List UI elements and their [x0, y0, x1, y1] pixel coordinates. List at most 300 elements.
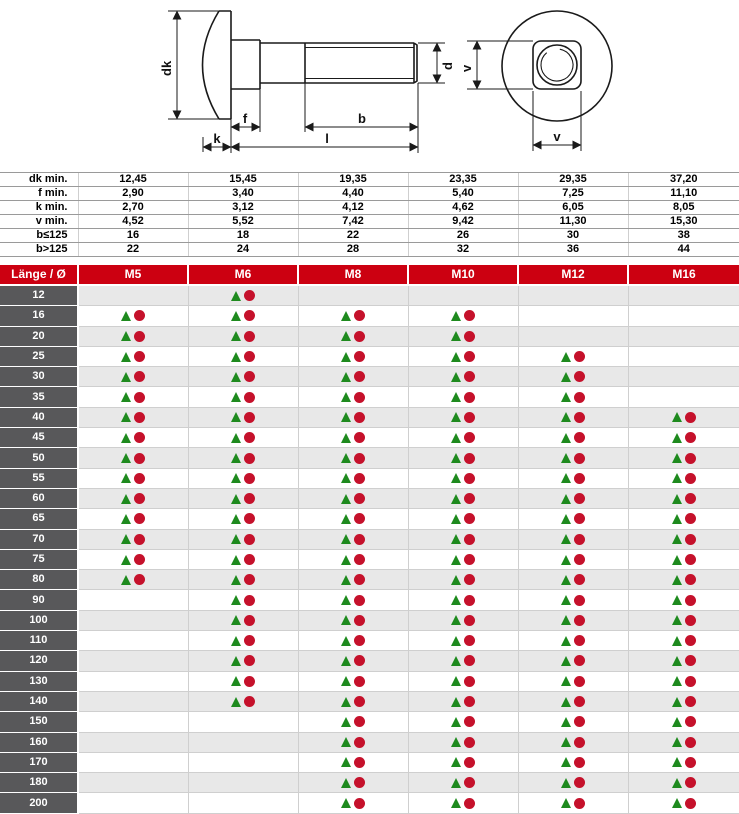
triangle-marker-icon — [231, 595, 241, 605]
availability-markers — [189, 611, 298, 630]
length-label-cell: 120 — [0, 651, 78, 671]
circle-marker-icon — [354, 716, 365, 727]
dim-label-k: k — [213, 131, 221, 146]
availability-cell — [188, 346, 298, 366]
availability-markers — [409, 448, 518, 467]
availability-cell — [408, 732, 518, 752]
length-row — [0, 367, 739, 387]
circle-marker-icon — [244, 392, 255, 403]
availability-cell — [408, 285, 518, 306]
availability-markers — [299, 306, 408, 325]
triangle-marker-icon — [341, 757, 351, 767]
availability-markers — [519, 753, 628, 772]
triangle-marker-icon — [341, 615, 351, 625]
dim-label-b: b — [358, 111, 366, 126]
length-row — [0, 488, 739, 508]
availability-cell — [78, 509, 188, 529]
availability-markers — [189, 550, 298, 569]
availability-cell — [628, 651, 739, 671]
availability-markers — [189, 590, 298, 609]
availability-markers — [409, 733, 518, 752]
technical-drawing-area — [0, 0, 739, 172]
availability-markers — [299, 387, 408, 406]
triangle-marker-icon — [231, 656, 241, 666]
length-label-cell: 30 — [0, 367, 78, 387]
spec-value-cell: 4,12 — [298, 201, 408, 215]
availability-markers — [299, 793, 408, 812]
circle-marker-icon — [244, 412, 255, 423]
circle-marker-icon — [685, 534, 696, 545]
triangle-marker-icon — [341, 534, 351, 544]
circle-marker-icon — [244, 493, 255, 504]
circle-marker-icon — [685, 798, 696, 809]
circle-marker-icon — [354, 554, 365, 565]
spec-value-cell: 7,25 — [518, 187, 628, 201]
availability-markers — [409, 550, 518, 569]
length-row — [0, 610, 739, 630]
circle-marker-icon — [134, 534, 145, 545]
triangle-marker-icon — [672, 473, 682, 483]
circle-marker-icon — [134, 432, 145, 443]
length-row — [0, 549, 739, 569]
availability-cell — [628, 326, 739, 346]
availability-cell — [188, 285, 298, 306]
availability-cell — [188, 631, 298, 651]
availability-markers — [629, 408, 739, 427]
availability-cell — [518, 610, 628, 630]
spec-value-cell: 2,90 — [78, 187, 188, 201]
availability-cell — [408, 509, 518, 529]
spec-row — [0, 243, 739, 257]
triangle-marker-icon — [561, 575, 571, 585]
availability-markers — [79, 448, 188, 467]
availability-markers — [79, 489, 188, 508]
availability-markers — [409, 590, 518, 609]
availability-cell — [628, 752, 739, 772]
triangle-marker-icon — [672, 494, 682, 504]
availability-cell — [78, 488, 188, 508]
circle-marker-icon — [685, 513, 696, 524]
circle-marker-icon — [134, 351, 145, 362]
triangle-marker-icon — [561, 737, 571, 747]
triangle-marker-icon — [231, 352, 241, 362]
circle-marker-icon — [574, 554, 585, 565]
availability-markers — [409, 327, 518, 346]
availability-markers — [409, 753, 518, 772]
circle-marker-icon — [464, 737, 475, 748]
spec-value-cell: 4,40 — [298, 187, 408, 201]
availability-cell — [628, 468, 739, 488]
circle-marker-icon — [244, 310, 255, 321]
circle-marker-icon — [685, 615, 696, 626]
availability-markers — [409, 408, 518, 427]
circle-marker-icon — [134, 392, 145, 403]
triangle-marker-icon — [231, 433, 241, 443]
circle-marker-icon — [244, 513, 255, 524]
availability-cell — [628, 285, 739, 306]
availability-cell — [298, 509, 408, 529]
availability-cell — [408, 488, 518, 508]
availability-cell — [78, 387, 188, 407]
length-row — [0, 285, 739, 306]
spec-row-label: dk min. — [0, 173, 78, 187]
circle-marker-icon — [574, 453, 585, 464]
triangle-marker-icon — [231, 331, 241, 341]
spec-value-cell: 19,35 — [298, 173, 408, 187]
triangle-marker-icon — [451, 615, 461, 625]
triangle-marker-icon — [121, 331, 131, 341]
spec-value-cell: 22 — [298, 229, 408, 243]
availability-cell — [298, 752, 408, 772]
circle-marker-icon — [354, 473, 365, 484]
availability-cell — [408, 407, 518, 427]
spec-value-cell: 11,30 — [518, 215, 628, 229]
triangle-marker-icon — [231, 697, 241, 707]
length-row — [0, 793, 739, 813]
availability-cell — [78, 407, 188, 427]
availability-cell — [628, 367, 739, 387]
availability-markers — [629, 469, 739, 488]
availability-markers — [79, 469, 188, 488]
triangle-marker-icon — [231, 555, 241, 565]
dimensions-and-availability-table — [0, 172, 739, 814]
spec-row — [0, 187, 739, 201]
circle-marker-icon — [685, 757, 696, 768]
length-row — [0, 448, 739, 468]
triangle-marker-icon — [341, 555, 351, 565]
availability-markers — [299, 753, 408, 772]
carriage-bolt-drawing — [0, 0, 739, 172]
triangle-marker-icon — [451, 798, 461, 808]
triangle-marker-icon — [672, 595, 682, 605]
triangle-marker-icon — [451, 656, 461, 666]
triangle-marker-icon — [672, 757, 682, 767]
availability-markers — [299, 773, 408, 792]
circle-marker-icon — [244, 290, 255, 301]
availability-cell — [78, 671, 188, 691]
triangle-marker-icon — [561, 494, 571, 504]
circle-marker-icon — [574, 432, 585, 443]
availability-markers — [409, 367, 518, 386]
availability-cell — [518, 448, 628, 468]
availability-markers — [519, 347, 628, 366]
triangle-marker-icon — [672, 412, 682, 422]
availability-markers — [519, 733, 628, 752]
spec-value-cell: 4,52 — [78, 215, 188, 229]
availability-markers — [519, 489, 628, 508]
circle-marker-icon — [244, 655, 255, 666]
availability-cell — [628, 346, 739, 366]
length-label-cell: 170 — [0, 752, 78, 772]
triangle-marker-icon — [451, 311, 461, 321]
availability-cell — [78, 590, 188, 610]
spec-section — [0, 173, 739, 257]
spec-value-cell: 12,45 — [78, 173, 188, 187]
availability-markers — [519, 590, 628, 609]
length-label-cell: 180 — [0, 773, 78, 793]
circle-marker-icon — [244, 595, 255, 606]
availability-markers — [189, 448, 298, 467]
circle-marker-icon — [134, 331, 145, 342]
availability-cell — [298, 691, 408, 711]
availability-markers — [519, 448, 628, 467]
spec-value-cell: 32 — [408, 243, 518, 257]
length-row — [0, 306, 739, 326]
availability-markers — [519, 570, 628, 589]
circle-marker-icon — [354, 310, 365, 321]
circle-marker-icon — [685, 655, 696, 666]
availability-cell — [298, 326, 408, 346]
availability-cell — [188, 651, 298, 671]
availability-cell — [518, 732, 628, 752]
triangle-marker-icon — [561, 717, 571, 727]
availability-markers — [79, 509, 188, 528]
availability-cell — [188, 488, 298, 508]
availability-markers — [299, 408, 408, 427]
availability-cell — [518, 509, 628, 529]
length-label-cell: 70 — [0, 529, 78, 549]
triangle-marker-icon — [231, 575, 241, 585]
circle-marker-icon — [244, 554, 255, 565]
availability-markers — [189, 306, 298, 325]
availability-markers — [519, 428, 628, 447]
availability-cell — [518, 651, 628, 671]
availability-cell — [518, 387, 628, 407]
availability-markers — [629, 611, 739, 630]
triangle-marker-icon — [231, 473, 241, 483]
availability-markers — [629, 672, 739, 691]
availability-markers — [299, 692, 408, 711]
availability-markers — [629, 793, 739, 812]
availability-cell — [518, 529, 628, 549]
triangle-marker-icon — [341, 697, 351, 707]
circle-marker-icon — [244, 331, 255, 342]
availability-markers — [299, 367, 408, 386]
availability-markers — [189, 651, 298, 670]
availability-markers — [409, 489, 518, 508]
availability-cell — [408, 793, 518, 813]
circle-marker-icon — [134, 453, 145, 464]
triangle-marker-icon — [121, 575, 131, 585]
circle-marker-icon — [685, 595, 696, 606]
availability-cell — [408, 387, 518, 407]
availability-markers — [79, 347, 188, 366]
length-row — [0, 651, 739, 671]
availability-cell — [518, 468, 628, 488]
dim-label-l: l — [325, 131, 329, 146]
circle-marker-icon — [244, 453, 255, 464]
circle-marker-icon — [685, 635, 696, 646]
circle-marker-icon — [464, 412, 475, 423]
availability-cell — [518, 407, 628, 427]
dim-label-f: f — [242, 111, 248, 126]
availability-markers — [189, 631, 298, 650]
circle-marker-icon — [354, 432, 365, 443]
availability-cell — [628, 570, 739, 590]
triangle-marker-icon — [451, 372, 461, 382]
availability-cell — [628, 387, 739, 407]
availability-cell — [78, 651, 188, 671]
triangle-marker-icon — [231, 676, 241, 686]
triangle-marker-icon — [561, 757, 571, 767]
triangle-marker-icon — [561, 595, 571, 605]
availability-markers — [79, 408, 188, 427]
availability-markers — [79, 327, 188, 346]
triangle-marker-icon — [341, 392, 351, 402]
availability-markers — [299, 631, 408, 650]
length-label-cell: 140 — [0, 691, 78, 711]
availability-cell — [518, 326, 628, 346]
circle-marker-icon — [574, 635, 585, 646]
circle-marker-icon — [685, 737, 696, 748]
availability-markers — [409, 570, 518, 589]
circle-marker-icon — [134, 513, 145, 524]
availability-cell — [628, 590, 739, 610]
triangle-marker-icon — [451, 534, 461, 544]
availability-markers — [629, 712, 739, 731]
availability-cell — [518, 570, 628, 590]
circle-marker-icon — [464, 392, 475, 403]
circle-marker-icon — [574, 392, 585, 403]
dim-label-dk: dk — [159, 60, 174, 76]
availability-markers — [189, 327, 298, 346]
triangle-marker-icon — [341, 717, 351, 727]
triangle-marker-icon — [341, 656, 351, 666]
triangle-marker-icon — [121, 311, 131, 321]
availability-cell — [628, 671, 739, 691]
circle-marker-icon — [354, 798, 365, 809]
spec-value-cell: 15,45 — [188, 173, 298, 187]
availability-markers — [519, 530, 628, 549]
triangle-marker-icon — [121, 372, 131, 382]
availability-cell — [188, 367, 298, 387]
spec-value-cell: 29,35 — [518, 173, 628, 187]
length-row — [0, 691, 739, 711]
circle-marker-icon — [354, 351, 365, 362]
circle-marker-icon — [574, 534, 585, 545]
front-view-outline — [502, 11, 612, 121]
triangle-marker-icon — [672, 656, 682, 666]
availability-markers — [519, 469, 628, 488]
dimension-lines — [168, 11, 581, 153]
circle-marker-icon — [244, 635, 255, 646]
availability-cell — [188, 570, 298, 590]
availability-markers — [299, 327, 408, 346]
availability-markers — [299, 509, 408, 528]
availability-cell — [408, 671, 518, 691]
availability-markers — [409, 672, 518, 691]
availability-cell — [628, 610, 739, 630]
circle-marker-icon — [354, 676, 365, 687]
triangle-marker-icon — [121, 453, 131, 463]
availability-cell — [188, 448, 298, 468]
availability-cell — [518, 671, 628, 691]
spec-value-cell: 23,35 — [408, 173, 518, 187]
triangle-marker-icon — [672, 615, 682, 625]
circle-marker-icon — [244, 351, 255, 362]
triangle-marker-icon — [451, 433, 461, 443]
availability-cell — [408, 590, 518, 610]
availability-cell — [518, 631, 628, 651]
length-label-cell: 200 — [0, 793, 78, 813]
triangle-marker-icon — [121, 494, 131, 504]
availability-cell — [408, 306, 518, 326]
triangle-marker-icon — [341, 412, 351, 422]
availability-cell — [628, 549, 739, 569]
length-label-cell: 50 — [0, 448, 78, 468]
triangle-marker-icon — [121, 473, 131, 483]
triangle-marker-icon — [561, 412, 571, 422]
circle-marker-icon — [244, 574, 255, 585]
availability-cell — [188, 326, 298, 346]
availability-markers — [79, 428, 188, 447]
circle-marker-icon — [685, 676, 696, 687]
availability-cell — [518, 793, 628, 813]
circle-marker-icon — [354, 595, 365, 606]
availability-markers — [79, 570, 188, 589]
availability-markers — [299, 570, 408, 589]
circle-marker-icon — [464, 615, 475, 626]
circle-marker-icon — [464, 331, 475, 342]
availability-cell — [78, 448, 188, 468]
availability-cell — [78, 712, 188, 732]
triangle-marker-icon — [672, 575, 682, 585]
circle-marker-icon — [574, 371, 585, 382]
availability-markers — [409, 347, 518, 366]
circle-marker-icon — [574, 351, 585, 362]
availability-cell — [298, 407, 408, 427]
triangle-marker-icon — [451, 473, 461, 483]
availability-markers — [629, 651, 739, 670]
triangle-marker-icon — [561, 656, 571, 666]
circle-marker-icon — [574, 493, 585, 504]
spec-value-cell: 5,40 — [408, 187, 518, 201]
diameter-column-header: M6 — [188, 265, 298, 285]
availability-cell — [408, 773, 518, 793]
availability-cell — [628, 631, 739, 651]
availability-cell — [408, 631, 518, 651]
triangle-marker-icon — [341, 636, 351, 646]
availability-markers — [79, 387, 188, 406]
circle-marker-icon — [134, 412, 145, 423]
spec-row — [0, 215, 739, 229]
availability-markers — [299, 651, 408, 670]
circle-marker-icon — [354, 615, 365, 626]
triangle-marker-icon — [672, 697, 682, 707]
table-header-row — [0, 265, 739, 285]
availability-markers — [79, 367, 188, 386]
spec-value-cell: 4,62 — [408, 201, 518, 215]
spec-value-cell: 3,12 — [188, 201, 298, 215]
length-label-cell: 12 — [0, 285, 78, 306]
circle-marker-icon — [134, 371, 145, 382]
circle-marker-icon — [574, 696, 585, 707]
availability-markers — [189, 509, 298, 528]
triangle-marker-icon — [121, 392, 131, 402]
availability-markers — [629, 489, 739, 508]
circle-marker-icon — [574, 676, 585, 687]
availability-cell — [518, 773, 628, 793]
availability-markers — [409, 651, 518, 670]
availability-markers — [79, 306, 188, 325]
length-label-cell: 110 — [0, 631, 78, 651]
availability-markers — [519, 550, 628, 569]
spec-value-cell: 30 — [518, 229, 628, 243]
availability-cell — [518, 428, 628, 448]
length-row — [0, 346, 739, 366]
circle-marker-icon — [574, 655, 585, 666]
triangle-marker-icon — [451, 717, 461, 727]
